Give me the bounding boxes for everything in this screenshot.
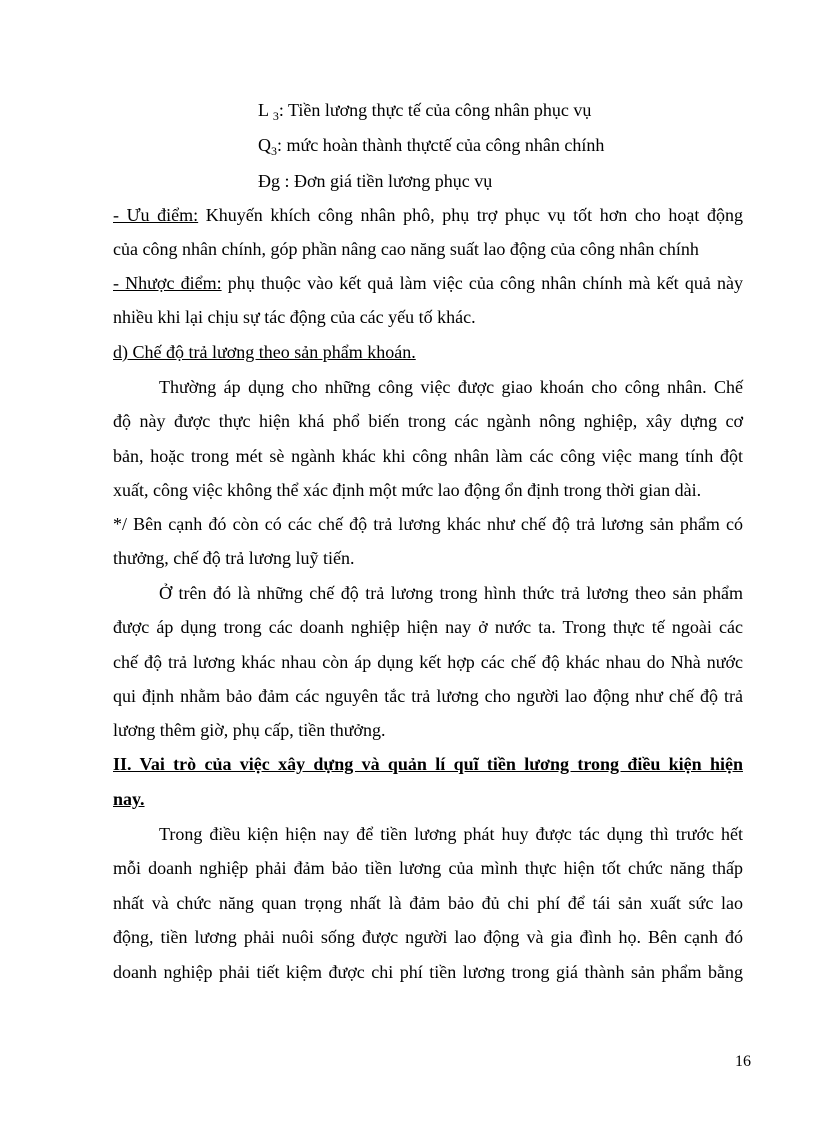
section-ii-heading-cont: nay. [113,789,145,809]
paragraph-d-line: Thường áp dụng cho những công việc được giao khoán cho công nhân. Chế [159,377,743,397]
paragraph-summary-line: lương thêm giờ, phụ cấp, tiền thưởng. [113,720,386,740]
paragraph-d-line: xuất, công việc không thể xác định một mức lao động ổn định trong thời gian dài. [113,480,702,500]
paragraph-ii-line: doanh nghiệp phải tiết kiệm được chi phí tiền lương trong giá thành sản phẩm bằng [113,962,743,982]
advantages-label: - Ưu điểm: [113,205,199,225]
disadvantages-line-2: nhiều khi lại chịu sự tác động của các yếu tố khác. [113,307,476,327]
paragraph-summary-line: qui định nhằm bảo đảm các nguyên tắc trả lương cho người lao động như chế độ trả [113,686,743,706]
paragraph-ii-line: nhất và chức năng quan trọng nhất là đảm bảo đủ chi phí để tái sản xuất sức lao [113,893,743,913]
subsection-d-title: d) Chế độ trả lương theo sản phẩm khoán. [113,342,416,362]
paragraph-d-line: độ này được thực hiện khá phổ biến trong các ngành nông nghiệp, xây dựng cơ [113,411,743,431]
paragraph-d-line: bản, hoặc trong mét sè ngành khác khi công nhân làm các công việc mang tính đột [113,446,743,466]
disadvantages-label: - Nhược điểm: [113,273,222,293]
disadvantages-line-1: - Nhược điểm: phụ thuộc vào kết quả làm việc của công nhân chính mà kết quả này [113,273,743,293]
definition-dg: Đg : Đơn giá tiền lương phục vụ [258,171,493,191]
section-ii-heading: II. Vai trò của việc xây dựng và quản lí quĩ tiền lương trong điều kiện hiện [113,754,743,774]
definition-l3: L $_3$: Tiền lương thực tế của công nhân phục vụ [258,100,592,123]
paragraph-summary-line: chế độ trả lương khác nhau còn áp dụng kết hợp các chế độ khác nhau do Nhà nước [113,652,743,672]
note-bonus-line: */ Bên cạnh đó còn có các chế độ trả lương khác như chế độ trả lương sản phẩm có [113,514,743,534]
paragraph-ii-line: mỗi doanh nghiệp phải đảm bảo tiền lương của mình thực hiện tốt chức năng thấp [113,858,743,878]
paragraph-ii-line: Trong điều kiện hiện nay để tiền lương phát huy được tác dụng thì trước hết [159,824,743,844]
paragraph-summary-line: được áp dụng trong các doanh nghiệp hiện nay ở nước ta. Trong thực tế ngoài các [113,617,743,637]
note-bonus-line: thưởng, chế độ trả lương luỹ tiến. [113,548,355,568]
paragraph-summary-line: Ở trên đó là những chế độ trả lương trong hình thức trả lương theo sản phẩm [159,583,743,603]
page-number: 16 [735,1053,751,1070]
advantages-line-1: - Ưu điểm: Khuyến khích công nhân phô, phụ trợ phục vụ tốt hơn cho hoạt động [113,205,743,225]
advantages-line-2: của công nhân chính, góp phần nâng cao năng suất lao động của công nhân chính [113,239,699,259]
paragraph-ii-line: động, tiền lương phải nuôi sống được người lao động và gia đình họ. Bên cạnh đó [113,927,743,947]
definition-q3: $Q_3$: mức hoàn thành thựctế của công nhân chính [258,135,605,158]
